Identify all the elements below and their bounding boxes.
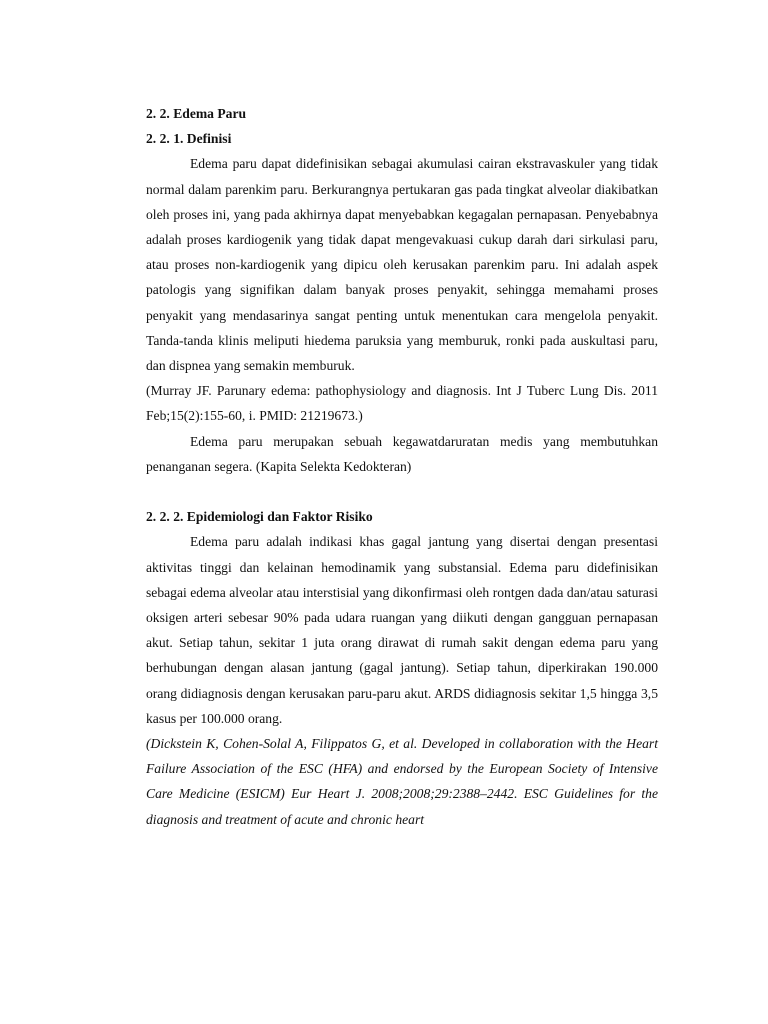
reference-murray: (Murray JF. Parunary edema: pathophysiology and diagnosis. Int J Tuberc Lung Dis. 2011 Feb;15(2):155-60, i. PMID: 21219673.): [146, 383, 658, 424]
section-heading-edema-paru: 2. 2. Edema Paru: [146, 106, 247, 121]
subsection-heading-epidemiologi: 2. 2. 2. Epidemiologi dan Faktor Risiko: [146, 509, 373, 525]
document-page: [146, 101, 658, 832]
subsection-heading-definisi: 2. 2. 1. Definisi: [146, 131, 232, 147]
definition-paragraph: Edema paru dapat didefinisikan sebagai akumulasi cairan ekstravaskuler yang tidak normal dalam parenkim paru. Berkurangnya pertukaran gas pada tingkat alveolar diakibatkan oleh proses ini, yang pada akhirnya dapat menyebabkan kegagalan pernapasan. Penyebabnya adalah proses kardiogenik yang tidak dapat mengevakuasi cukup darah dari sirkulasi paru, atau proses non-kardiogenik yang dipicu oleh kerusakan parenkim paru. Ini adalah aspek patologis yang signifikan dalam banyak proses penyakit, sehingga memahami proses penyakit yang mendasarinya sangat penting untuk menentukan cara mengelola penyakit. Tanda-tanda klinis meliputi hiedema paruksia yang memburuk, ronki pada auskultasi paru, dan dispnea yang semakin memburuk.: [146, 156, 658, 374]
reference-dickstein: (Dickstein K, Cohen-Solal A, Filippatos G, et al. Developed in collaboration with the Heart Failure Association of the ESC (HFA) and endorsed by the European Society of Intensive Care Medicine (ESICM) Eur Heart J. 2008;2008;29:2388–2442. ESC Guidelines for the diagnosis and treatment of acute and chronic heart: [146, 736, 658, 827]
epidemiology-paragraph: Edema paru adalah indikasi khas gagal jantung yang disertai dengan presentasi aktivitas tinggi dan kelainan hemodinamik yang substansial. Edema paru didefinisikan sebagai edema alveolar atau interstisial yang dikonfirmasi oleh rontgen dada dan/atau saturasi oksigen arteri sebesar 90% pada udara ruangan yang diikuti dengan gangguan pernapasan akut. Setiap tahun, sekitar 1 juta orang dirawat di rumah sakit dengan edema paru yang berhubungan dengan alasan jantung (gagal jantung). Setiap tahun, diperkirakan 190.000 orang didiagnosis dengan kerusakan paru-paru akut. ARDS didiagnosis sekitar 1,5 hingga 3,5 kasus per 100.000 orang.: [146, 534, 658, 726]
section-spacer: [146, 479, 658, 504]
emergency-paragraph: Edema paru merupakan sebuah kegawatdaruratan medis yang membutuhkan penanganan segera. (Kapita Selekta Kedokteran): [146, 433, 658, 474]
